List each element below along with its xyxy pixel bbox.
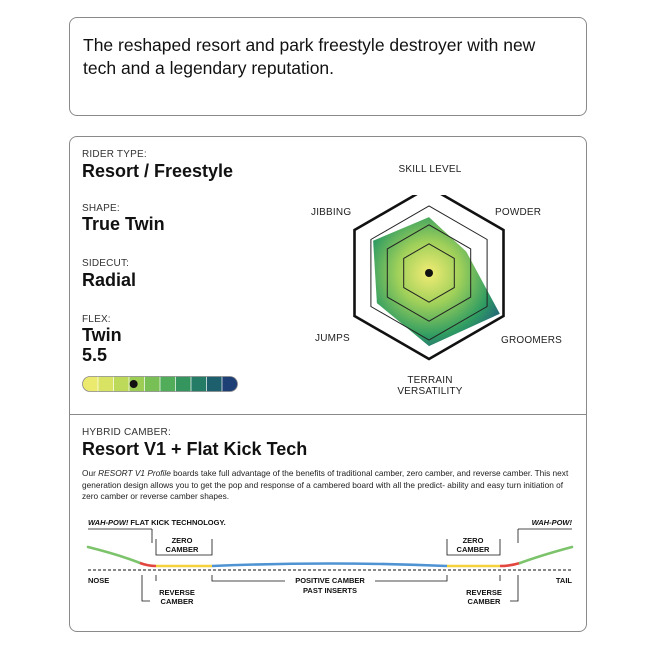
camber-label: HYBRID CAMBER: — [82, 427, 171, 438]
section-divider — [70, 414, 586, 415]
svg-text:ZERO: ZERO — [462, 536, 484, 545]
flex-segment — [207, 377, 223, 392]
svg-text:WAH-POW!FLAT KICK TECHNOLOGY.: WAH-POW! FLAT KICK TECHNOLOGY. — [88, 518, 226, 527]
radar-label-jumps: JUMPS — [315, 333, 350, 344]
tagline-text: The reshaped resort and park freestyle destroyer with new tech and a legendary reputation. — [83, 35, 536, 78]
radar-label-terrain-versatility: TERRAIN VERSATILITY — [397, 375, 463, 397]
svg-text:CAMBER: CAMBER — [160, 597, 194, 606]
shape-label: SHAPE: — [82, 203, 120, 214]
svg-text:ZERO: ZERO — [171, 536, 193, 545]
radar-label-skill-level: SKILL LEVEL — [398, 164, 462, 175]
camber-profile-diagram — [80, 515, 580, 615]
flex-marker — [130, 380, 138, 388]
svg-text:CAMBER: CAMBER — [456, 545, 490, 554]
svg-text:POSITIVE CAMBER: POSITIVE CAMBER — [295, 576, 365, 585]
flex-value: 5.5 — [82, 345, 108, 365]
rider-type-value: Resort / Freestyle — [82, 161, 234, 181]
radar-label-jibbing: JIBBING — [311, 207, 352, 218]
svg-text:NOSE: NOSE — [88, 576, 110, 585]
specs-card — [69, 136, 587, 632]
flex-segment — [191, 377, 207, 392]
flex-segment — [160, 377, 176, 392]
flex-scale-bar — [82, 375, 242, 393]
camber-title: Resort V1 + Flat Kick Tech — [82, 439, 308, 459]
svg-text:CAMBER: CAMBER — [165, 545, 199, 554]
radar-data-area — [373, 217, 500, 346]
flex-segment — [98, 377, 114, 392]
tagline-card — [69, 17, 587, 116]
radar-center-dot — [425, 269, 433, 277]
flex-segment — [176, 377, 192, 392]
svg-text:REVERSE: REVERSE — [159, 588, 195, 597]
camber-description: Our RESORT V1 Profile boards take full advantage of the benefits of traditional camber, zero camber, and reverse camber. This next generation design allows you to get the pop and response of a cambered board with all the predict- ability and easy turn initiation of zero camber or reverse camber shapes. — [82, 468, 569, 501]
radar-label-powder: POWDER — [495, 207, 542, 218]
flex-label: FLEX: — [82, 314, 111, 325]
svg-text:TAIL: TAIL — [555, 576, 572, 585]
sidecut-value: Radial — [82, 270, 137, 290]
flex-segment — [114, 377, 130, 392]
rider-type-label: RIDER TYPE: — [82, 149, 147, 160]
svg-text:WAH-POW!: WAH-POW! — [531, 518, 572, 527]
flex-segment — [145, 377, 161, 392]
shape-value: True Twin — [82, 214, 165, 234]
flex-type: Twin — [82, 325, 122, 345]
svg-text:PAST INSERTS: PAST INSERTS — [302, 586, 358, 595]
svg-text:CAMBER: CAMBER — [467, 597, 501, 606]
svg-text:REVERSE: REVERSE — [466, 588, 502, 597]
radar-chart — [340, 195, 520, 385]
sidecut-label: SIDECUT: — [82, 258, 130, 269]
radar-label-groomers: GROOMERS — [501, 335, 563, 346]
